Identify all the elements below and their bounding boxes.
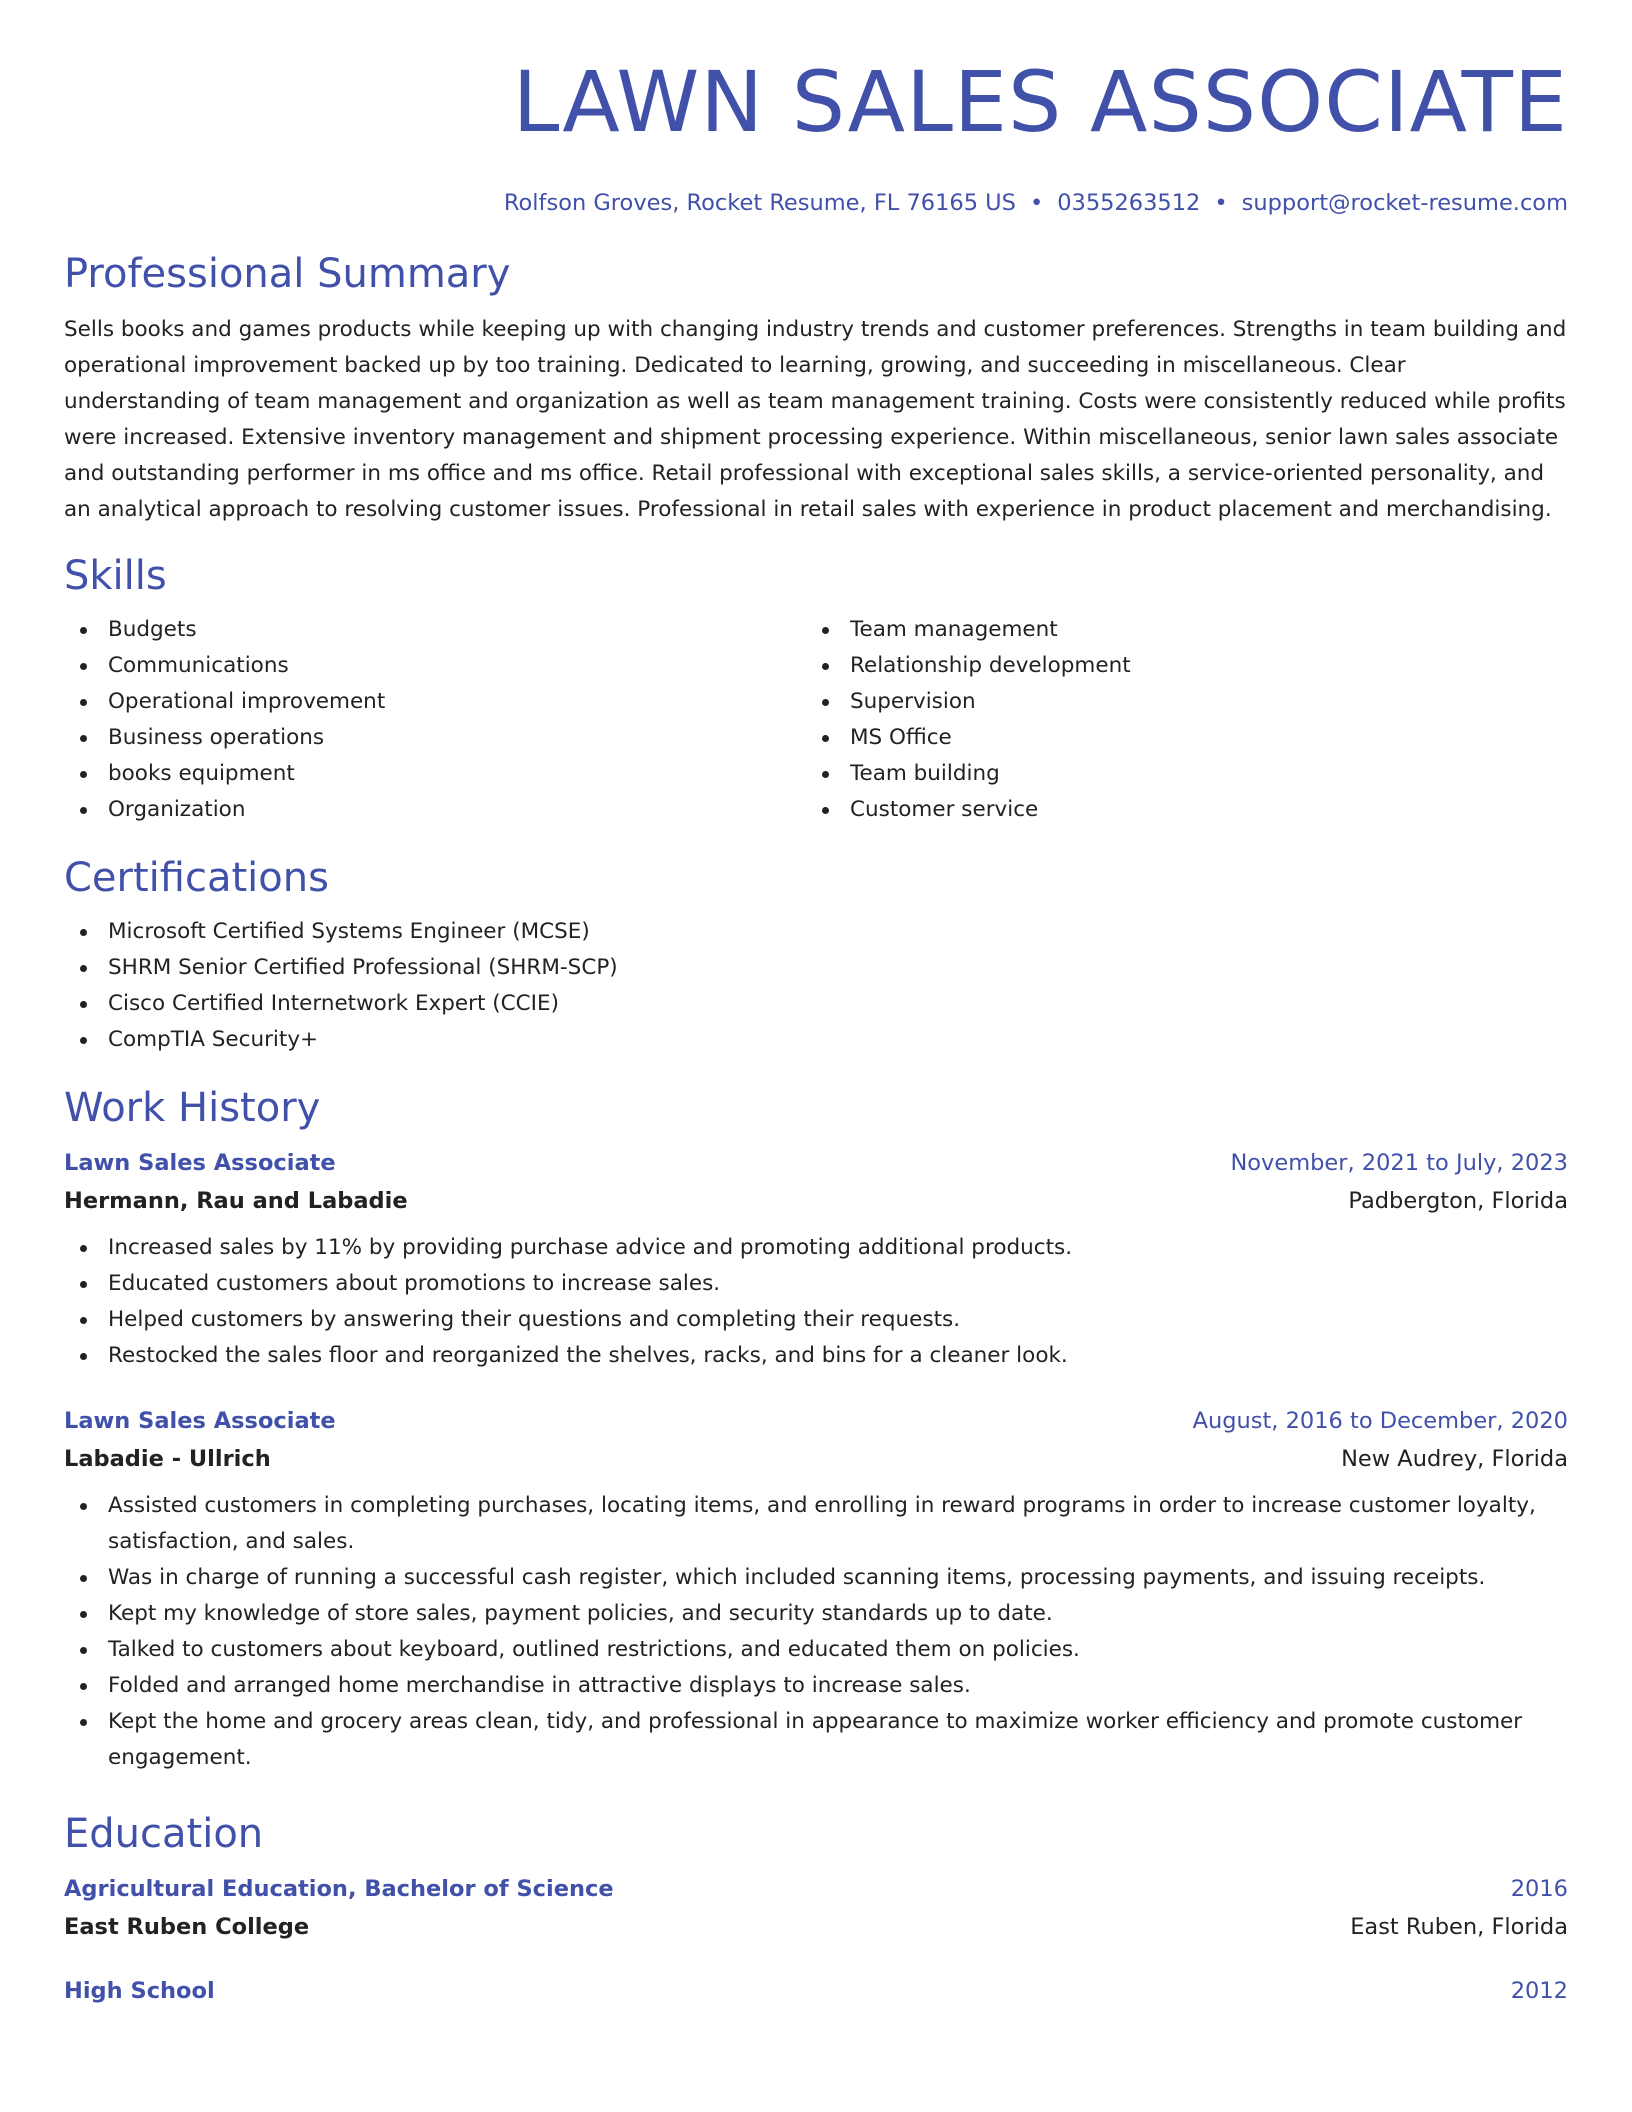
skill-item: Business operations [64,720,806,756]
job-bullet: Educated customers about promotions to increase sales. [64,1266,1568,1302]
education-entry [64,1870,1568,1946]
job-bullet: Was in charge of running a successful cash register, which included scanning items, processing payments, and issuing receipts. [64,1560,1568,1596]
job-company-row [64,1440,1568,1478]
job-bullets [64,1230,1568,1374]
education-section [64,1808,1568,2010]
certifications-section [64,852,1568,1058]
summary-section [64,248,1568,528]
certification-item: Microsoft Certified Systems Engineer (MCSE) [64,914,1568,950]
job-bullet: Folded and arranged home merchandise in attractive displays to increase sales. [64,1668,1568,1704]
job-header-row [64,1402,1568,1440]
skill-item: Relationship development [806,648,1568,684]
candidate-name: LAWN SALES ASSOCIATE [512,53,1568,151]
contact-phone: 0355263512 [1057,190,1201,216]
job-entry [64,1402,1568,1776]
job-bullet: Helped customers by answering their questions and completing their requests. [64,1302,1568,1338]
section-title: Skills [64,553,167,599]
education-header-row [64,1972,1568,2010]
section-title: Professional Summary [64,251,511,297]
skill-item: Supervision [806,684,1568,720]
skill-item: Communications [64,648,806,684]
job-entry [64,1144,1568,1374]
skills-list-left [64,612,806,828]
contact-address: Rolfson Groves, Rocket Resume, FL 76165 US [503,190,1016,216]
job-location: Padbergton, Florida [1348,1188,1568,1214]
skill-item: books equipment [64,756,806,792]
education-year: 2012 [1510,1978,1568,2004]
job-bullet: Kept my knowledge of store sales, payment policies, and security standards up to date. [64,1596,1568,1632]
contact-email: support@rocket-resume.com [1241,190,1568,216]
education-school-row [64,1908,1568,1946]
skill-item: Organization [64,792,806,828]
education-entry [64,1972,1568,2010]
education-year: 2016 [1510,1876,1568,1902]
education-header-row [64,1870,1568,1908]
skill-item: Team building [806,756,1568,792]
skills-list-right [806,612,1568,828]
contact-line [64,188,1568,218]
skill-item: Budgets [64,612,806,648]
job-bullets [64,1488,1568,1776]
contact-separator: • [1214,190,1228,216]
job-header-row [64,1144,1568,1182]
job-bullet: Kept the home and grocery areas clean, tidy, and professional in appearance to maximize worker efficiency and promote customer engagement. [64,1704,1568,1776]
job-company-row [64,1182,1568,1220]
skills-section [64,550,1568,828]
job-title: Lawn Sales Associate [64,1150,336,1176]
job-bullet: Assisted customers in completing purchases, locating items, and enrolling in reward programs in order to increase customer loyalty, satisfaction, and sales. [64,1488,1568,1560]
job-bullet: Increased sales by 11% by providing purchase advice and promoting additional products. [64,1230,1568,1266]
section-title: Work History [64,1085,321,1131]
certifications-list [64,914,1568,1058]
education-location: East Ruben, Florida [1350,1914,1568,1940]
job-dates: November, 2021 to July, 2023 [1230,1150,1568,1176]
contact-separator: • [1029,190,1044,216]
education-degree: High School [64,1978,215,2004]
section-title: Certifications [64,855,329,901]
job-location: New Audrey, Florida [1341,1446,1568,1472]
work-history-section [64,1082,1568,1776]
certification-item: Cisco Certified Internetwork Expert (CCIE) [64,986,1568,1022]
job-company: Labadie - Ullrich [64,1446,271,1472]
education-school: East Ruben College [64,1914,310,1940]
skills-grid [64,612,1568,828]
skill-item: Customer service [806,792,1568,828]
summary-text: Sells books and games products while keeping up with changing industry trends and customer preferences. Strengths in team building and operational improvement backed up by too training. Dedicated to learning, growing, and succeeding in miscellaneous. Clear understanding of team management and organization as well as team management training. Costs were consistently reduced while profits were increased. Extensive inventory management and shipment processing experience. Within miscellaneous, senior lawn sales associate and outstanding performer in ms office and ms office. Retail professional with exceptional sales skills, a service-oriented personality, and an analytical approach to resolving customer issues. Professional in retail sales with experience in product placement and merchandising. [64,317,1567,522]
education-degree: Agricultural Education, Bachelor of Science [64,1876,614,1902]
skill-item: MS Office [806,720,1568,756]
certification-item: SHRM Senior Certified Professional (SHRM-SCP) [64,950,1568,986]
job-company: Hermann, Rau and Labadie [64,1188,408,1214]
skill-item: Operational improvement [64,684,806,720]
certification-item: CompTIA Security+ [64,1022,1568,1058]
section-title: Education [64,1811,264,1857]
job-dates: August, 2016 to December, 2020 [1192,1408,1568,1434]
job-bullet: Talked to customers about keyboard, outlined restrictions, and educated them on policies. [64,1632,1568,1668]
resume-header [64,0,1568,218]
job-title: Lawn Sales Associate [64,1408,336,1434]
skill-item: Team management [806,612,1568,648]
job-bullet: Restocked the sales floor and reorganized the shelves, racks, and bins for a cleaner look. [64,1338,1568,1374]
